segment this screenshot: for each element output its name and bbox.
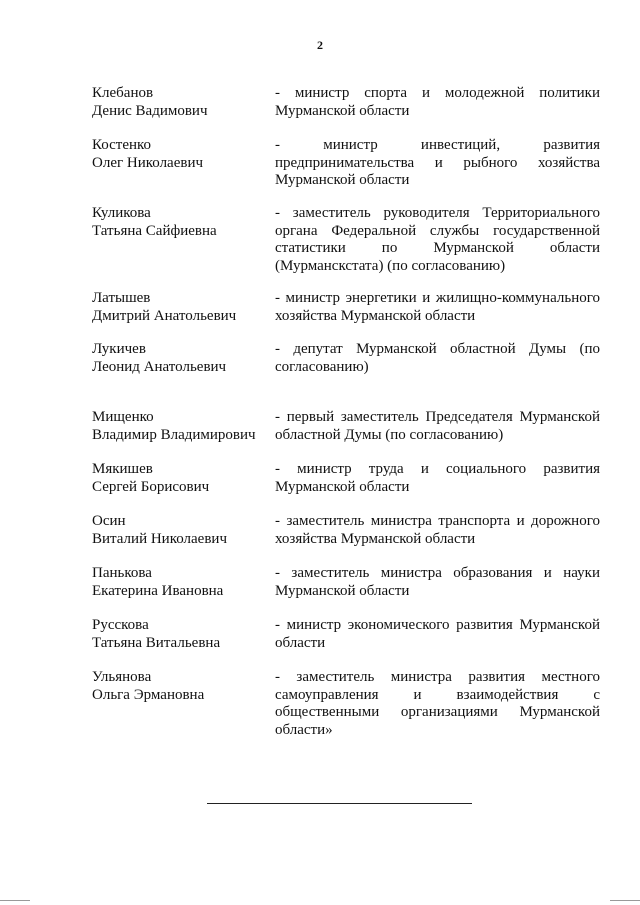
surname: Латышев [92,290,151,306]
position-line: - первый заместитель Председателя Мурманской [275,409,600,425]
position-line: предпринимательства и рыбного хозяйства [275,154,600,171]
given-names: Сергей Борисович [92,478,210,495]
position-line: - заместитель министра развития местного [275,669,600,685]
given-names: Денис Вадимович [92,102,208,119]
person-name [92,461,272,496]
surname: Лукичев [92,341,146,357]
position-description [275,409,600,444]
position-line: Мурманской области [275,172,410,188]
given-names: Владимир Владимирович [92,426,256,443]
position-line: Мурманской области [275,582,410,599]
position-description [275,617,600,652]
position-line: областной Думы (по согласованию) [275,426,504,443]
surname: Осин [92,513,126,529]
given-names: Татьяна Витальевна [92,634,221,651]
position-line: Мурманской области [275,102,410,119]
surname: Куликова [92,205,151,221]
position-line: статистики по Мурманской области [275,240,600,256]
position-line: - депутат Мурманской областной Думы (по [275,341,600,357]
position-line: органа Федеральной службы государственной [275,222,600,239]
position-description [275,205,600,275]
position-description [275,85,600,120]
scan-edge-mark [610,900,640,901]
closing-rule [207,803,472,804]
scan-edge-mark [0,900,30,901]
position-line: области» [275,721,333,738]
person-name [92,669,272,704]
position-line: - министр инвестиций, развития [275,137,600,153]
position-line: - заместитель министра транспорта и дорожного [275,513,600,529]
position-line: - министр экономического развития Мурманской [275,617,600,633]
position-description [275,461,600,496]
position-description [275,341,600,376]
given-names: Дмитрий Анатольевич [92,307,237,324]
position-line: - заместитель министра образования и науки [275,565,600,581]
person-name [92,341,272,376]
given-names: Татьяна Сайфиевна [92,222,217,239]
surname: Панькова [92,565,152,581]
surname: Русскова [92,617,149,633]
person-name [92,290,272,325]
position-line: области [275,634,326,651]
person-name [92,137,272,172]
person-name [92,85,272,120]
position-description [275,565,600,600]
person-name [92,513,272,548]
person-name [92,205,272,240]
page-number: 2 [317,38,323,52]
person-name [92,565,272,600]
given-names: Леонид Анатольевич [92,358,227,375]
person-name [92,617,272,652]
position-line: Мурманской области [275,478,410,495]
given-names: Олег Николаевич [92,154,204,171]
surname: Ульянова [92,669,152,685]
position-line: - заместитель руководителя Территориального [275,205,600,221]
person-name [92,409,272,444]
surname: Мищенко [92,409,154,425]
position-line: хозяйства Мурманской области [275,307,476,324]
surname: Мякишев [92,461,153,477]
position-line: (Мурманскстата) (по согласованию) [275,257,506,274]
given-names: Виталий Николаевич [92,530,227,547]
surname: Костенко [92,137,152,153]
position-description [275,669,600,739]
position-line: - министр спорта и молодежной политики [275,85,600,101]
surname: Клебанов [92,85,154,101]
position-line: общественными организациями Мурманской [275,704,600,720]
position-description [275,137,600,190]
position-description [275,290,600,325]
given-names: Екатерина Ивановна [92,582,224,599]
position-line: хозяйства Мурманской области [275,530,476,547]
position-line: - министр труда и социального развития [275,461,600,477]
position-line: самоуправления и взаимодействия с [275,686,600,703]
given-names: Ольга Эрмановна [92,686,205,703]
position-line: - министр энергетики и жилищно-коммунального [275,290,600,306]
position-description [275,513,600,548]
position-line: согласованию) [275,358,369,375]
